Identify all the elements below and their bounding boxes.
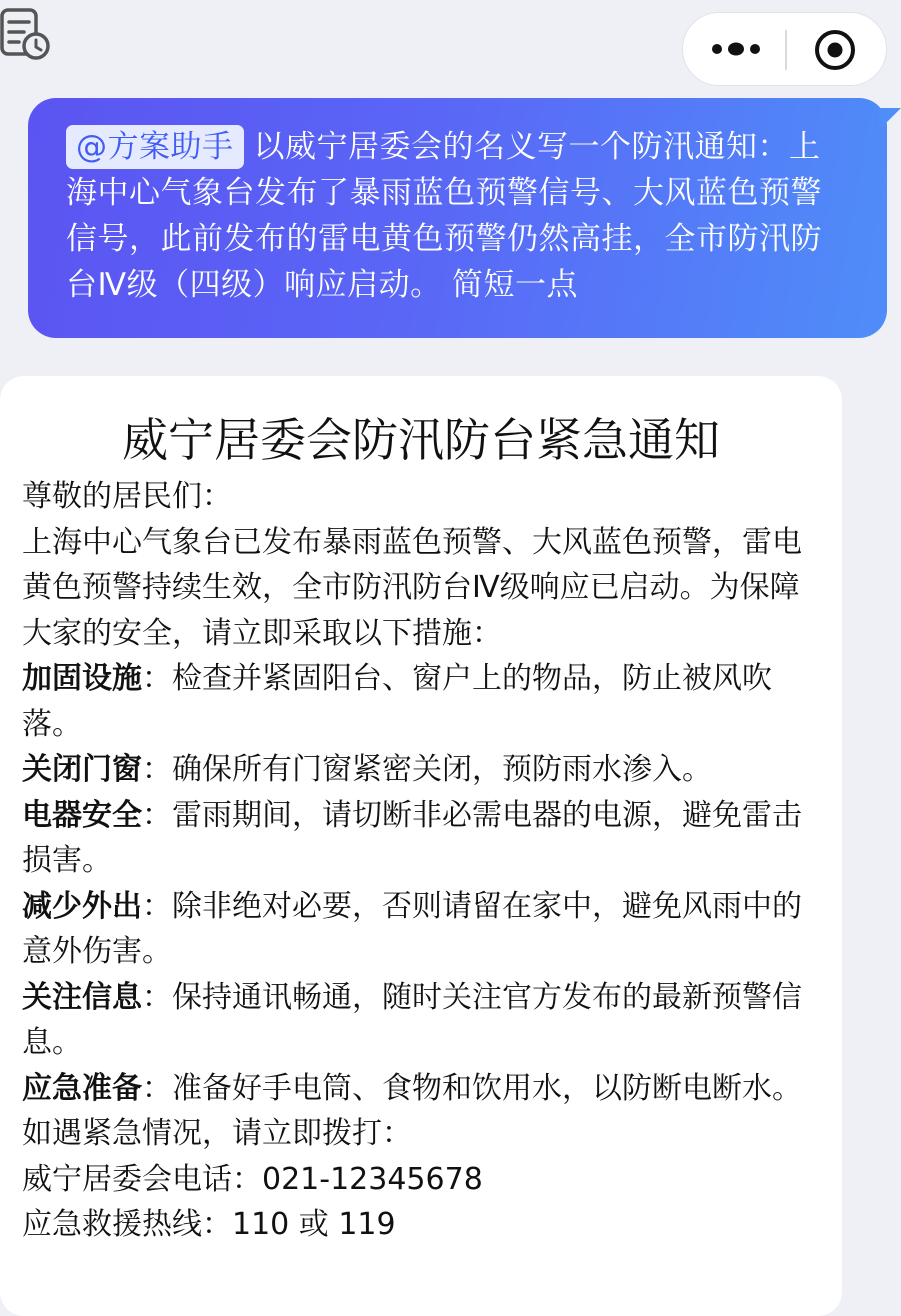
user-prompt-bubble (28, 98, 887, 338)
mini-program-capsule (682, 12, 887, 86)
emergency-hotline: 应急救援热线：110 或 119 (22, 1207, 396, 1242)
measure-label: 加固设施 (22, 661, 142, 696)
measure-label: 减少外出 (22, 888, 142, 924)
greeting: 尊敬的居民们： (22, 479, 232, 514)
measure-label: 关注信息 (22, 979, 142, 1015)
measure-item (22, 975, 812, 1066)
measure-text: ：保持通讯畅通，随时关注官方发布的最新预警信息。 (22, 979, 802, 1060)
history-clock-icon[interactable] (0, 6, 52, 60)
emergency-intro: 如遇紧急情况，请立即拨打： (22, 1116, 412, 1151)
intro-paragraph: 上海中心气象台已发布暴雨蓝色预警、大风蓝色预警，雷电黄色预警持续生效，全市防汛防台Ⅳ级响应已启动。为保障大家的安全，请立即采取以下措施： (22, 524, 802, 651)
committee-phone: 威宁居委会电话：021-12345678 (22, 1161, 483, 1197)
measure-text: ：检查并紧固阳台、窗户上的物品，防止被风吹落。 (22, 661, 772, 742)
measure-text: ：确保所有门窗紧密关闭，预防雨水渗入。 (142, 752, 712, 787)
measure-label: 关闭门窗 (22, 752, 142, 787)
notice-title: 威宁居委会防汛防台紧急通知 (122, 413, 720, 467)
measure-item (22, 793, 812, 884)
prompt-text: 以威宁居委会的名义写一个防汛通知：上海中心气象台发布了暴雨蓝色预警信号、大风蓝色预警信号，此前发布的雷电黄色预警仍然高挂，全市防汛防台Ⅳ级（四级）响应启动。 简短一点 (66, 129, 822, 303)
notice-body (22, 474, 812, 1248)
more-dots-icon[interactable] (705, 33, 767, 65)
measure-item (22, 884, 812, 975)
target-close-icon[interactable] (813, 28, 857, 72)
measure-text: ：除非绝对必要，否则请留在家中，避免风雨中的意外伤害。 (22, 888, 802, 969)
measure-label: 电器安全 (22, 797, 142, 833)
capsule-divider (785, 30, 787, 70)
measure-item (22, 656, 812, 747)
assistant-mention-tag[interactable]: @方案助手 (66, 125, 244, 169)
measure-item (22, 1066, 812, 1112)
measure-text: ：雷雨期间，请切断非必需电器的电源，避免雷击损害。 (22, 797, 802, 878)
measure-label: 应急准备 (22, 1070, 142, 1106)
measure-item (22, 747, 812, 793)
measure-text: ：准备好手电筒、食物和饮用水，以防断电断水。 (142, 1070, 802, 1106)
